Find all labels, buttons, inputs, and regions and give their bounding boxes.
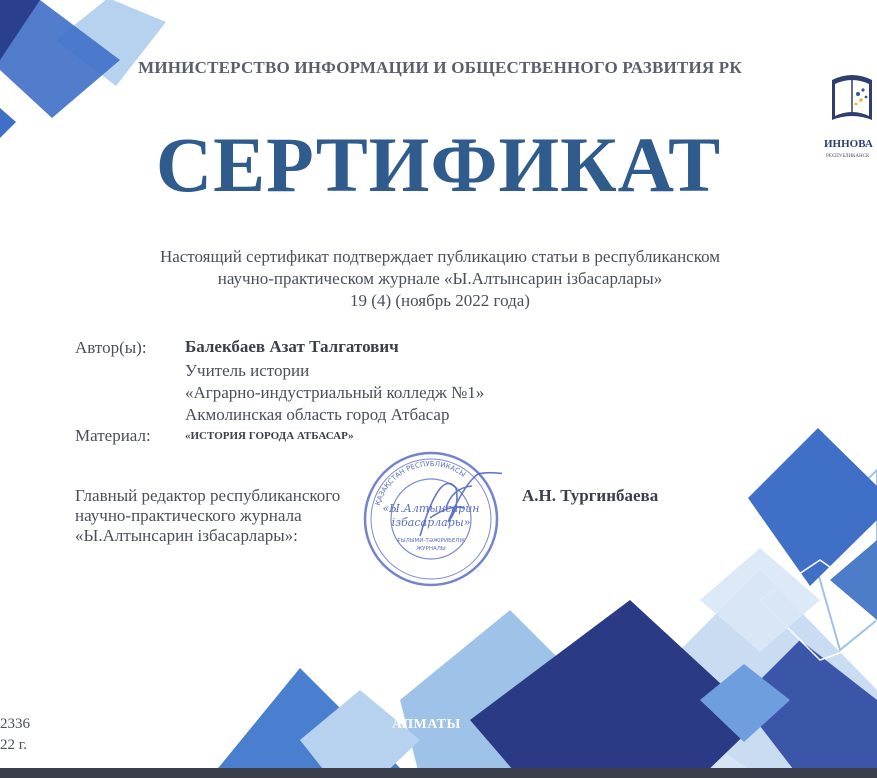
- city-label: АЛМАТЫ: [392, 717, 461, 732]
- editor-line: научно-практического журнала: [75, 506, 302, 525]
- stamp-center-line: «Ы.Алтынсарин: [382, 502, 480, 515]
- editor-name: А.Н. Тургинбаева: [522, 486, 659, 505]
- editor-text: [75, 486, 340, 546]
- author-location: Акмолинская область город Атбасар: [185, 405, 450, 424]
- editor-line: Главный редактор республиканского: [75, 486, 341, 505]
- stamp-bottom-line: ЖУРНАЛЫ: [416, 546, 446, 552]
- bottom-border-strip: [0, 768, 877, 778]
- author-name: Балекбаев Азат Талгатович: [185, 337, 399, 356]
- material-value: «ИСТОРИЯ ГОРОДА АТБАСАР»: [185, 430, 354, 442]
- registration-number: 2336: [0, 716, 30, 732]
- material-label: Материал:: [75, 426, 151, 445]
- author-label: Автор(ы):: [75, 338, 147, 357]
- author-organization: «Аграрно-индустриальный колледж №1»: [185, 383, 485, 402]
- intro-line: 19 (4) (ноябрь 2022 года): [350, 291, 530, 310]
- author-position: Учитель истории: [185, 361, 310, 380]
- issue-year: 22 г.: [0, 737, 27, 753]
- intro-line: научно-практическом журнале «Ы.Алтынсарин ізбасарлары»: [217, 269, 663, 288]
- official-stamp: [360, 448, 502, 590]
- logo-text: ИННОВА: [824, 138, 873, 150]
- certificate-title: СЕРТИФИКАТ: [155, 121, 722, 208]
- ministry-heading: МИНИСТЕРСТВО ИНФОРМАЦИИ И ОБЩЕСТВЕННОГО РАЗВИТИЯ РК: [138, 58, 742, 77]
- logo-subtext: РЕСПУБЛИКАНСК: [826, 154, 870, 159]
- editor-line: «Ы.Алтынсарин ізбасарлары»:: [75, 526, 298, 545]
- stamp-bottom-line: ҒЫЛЫМИ-ТӘЖІРИБЕЛІК: [397, 538, 465, 544]
- intro-text: [70, 246, 810, 312]
- stamp-center-line: ізбасарлары»: [391, 516, 471, 529]
- stamp-ring-text: ҚАЗАҚСТАН РЕСПУБЛИКАСЫ: [373, 459, 467, 507]
- intro-line: Настоящий сертификат подтверждает публикацию статьи в республиканском: [159, 247, 721, 266]
